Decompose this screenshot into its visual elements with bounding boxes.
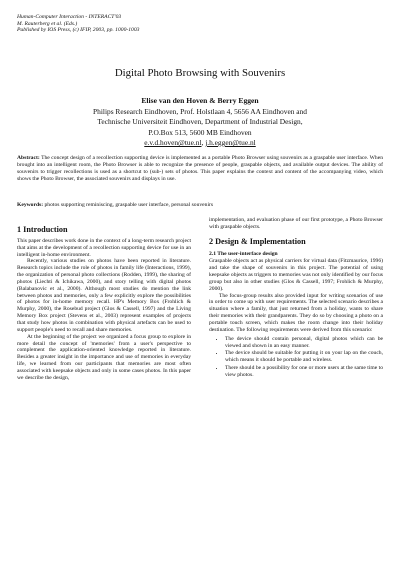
paragraph: implementation, and evaluation phase of our first prototype, a Photo Browser with graspable objects. bbox=[209, 217, 383, 230]
subsection-heading: 2.1 The user-interface design bbox=[209, 250, 278, 257]
header-line: Published by IOS Press, (c) IFIP, 2003, pp. 1000-1003 bbox=[17, 27, 140, 34]
list-item: • The device should be suitable for putting it on your lap on the couch, which means it should be portable and wireless. bbox=[225, 350, 383, 364]
paragraph: The focus-group results also provided input for writing scenarios of use in order to come up with user requirements. The selected scenario describes a situation where a family, that just returned from a holiday, wants to share their memories with their grandparents. They do so by choosing a photo on a portable touch screen, which makes the room change into their holiday destination. The following requirements were derived from this scenario: bbox=[209, 292, 383, 333]
paragraph: This paper describes work done in the context of a long-term research project that aims at the development of a recollection supporting device for use in an intelligent in-home environment. bbox=[17, 237, 191, 258]
email-link[interactable]: e.v.d.hoven@tue.nl bbox=[144, 138, 202, 147]
author-emails bbox=[0, 138, 400, 147]
paragraph: Recently, various studies on photos have been reported in literature. Research topics include the role of photos in family life (Interactions, 1999), the organization of personal photo collections (Rodden, 1999), the sharing of photos (Liechti & Ichikawa, 2000), and story telling with digital photos (Balabanovic et al., 2000). Although most studies do mention the link between photos and memories, only a few explicitly explore the possibilities of photos for in-home memory recall. HP's Memory Box (Frohlich & Murphy, 2000), the Rosebud project (Glos & Cassell, 1997) and the Living Memory Box project (Stevens et al., 2003) represent examples of projects that study how photos in combination with physical artefacts can be used to support people's need to recall and share memories. bbox=[17, 258, 191, 333]
abstract bbox=[17, 155, 383, 183]
email-link[interactable]: j.h.eggen@tue.nl bbox=[205, 138, 256, 147]
affiliation-line: Technische Universiteit Eindhoven, Department of Industrial Design, bbox=[97, 117, 303, 127]
paper-title: Digital Photo Browsing with Souvenirs bbox=[114, 67, 286, 79]
header-line: M. Rauterberg et al. (Eds.) bbox=[17, 20, 78, 27]
header-line: Human-Computer Interaction - INTERACT'03 bbox=[17, 14, 122, 20]
affiliation bbox=[0, 107, 400, 138]
abstract-label: Abstract: bbox=[17, 155, 40, 161]
list-item: • There should be a possibility for one or more users at the same time to view photos. bbox=[225, 365, 383, 379]
paper-authors: Elise van den Hoven & Berry Eggen bbox=[141, 96, 259, 105]
list-item: • The device should contain personal, digital photos which can be viewed and shown in an easy manner. bbox=[225, 336, 383, 350]
section-heading-introduction: 1 Introduction bbox=[17, 225, 68, 234]
email-separator: , bbox=[201, 138, 206, 147]
section-heading-design: 2 Design & Implementation bbox=[209, 236, 306, 246]
right-column bbox=[209, 217, 383, 380]
keywords-label: Keywords: bbox=[17, 202, 44, 208]
publication-header bbox=[17, 14, 139, 34]
abstract-text: The concept design of a recollection supporting device is implemented as a portable Photo Browser using souvenirs as a graspable user interface. When brought into an intelligent room, the Photo Browser is able to recognize the presence of people, graspable objects, and available output devices. The ability of souvenirs to trigger recollections is used as a shortcut to (sub-) sets of photos. This paper explains the context and content of the accompanying video, which shows the Photo Browser, the associated souvenirs and displays in use. bbox=[17, 155, 383, 183]
affiliation-line: P.O.Box 513, 5600 MB Eindhoven bbox=[148, 127, 252, 137]
keywords-text: photos supporting reminiscing, graspable user interface, personal souvenirs bbox=[43, 202, 214, 208]
requirements-list bbox=[209, 336, 383, 379]
paragraph: At the beginning of the project we organized a focus group to explore in more detail the concept of 'memories' from a user's perspective to complement the application-oriented knowledge reported in literature. Besides a greater insight in the importance and use of memories in everyday life, we learned from our participants that memories are most often associated with keepsake objects and only in some cases photos. In this paper we describe the design, bbox=[17, 333, 191, 381]
affiliation-line: Philips Research Eindhoven, Prof. Holstlaan 4, 5656 AA Eindhoven and bbox=[93, 107, 307, 116]
keywords bbox=[17, 202, 383, 209]
left-column bbox=[17, 217, 191, 382]
paragraph: Graspable objects act as physical carriers for virtual data (Fitzmaurice, 1996) and take the shape of souvenirs in this project. The potential of using keepsake objects as triggers to memories was not only identified by our focus group but also in other studies (Glos & Cassell, 1997; Frohlich & Murphy, 2000). bbox=[209, 258, 383, 292]
